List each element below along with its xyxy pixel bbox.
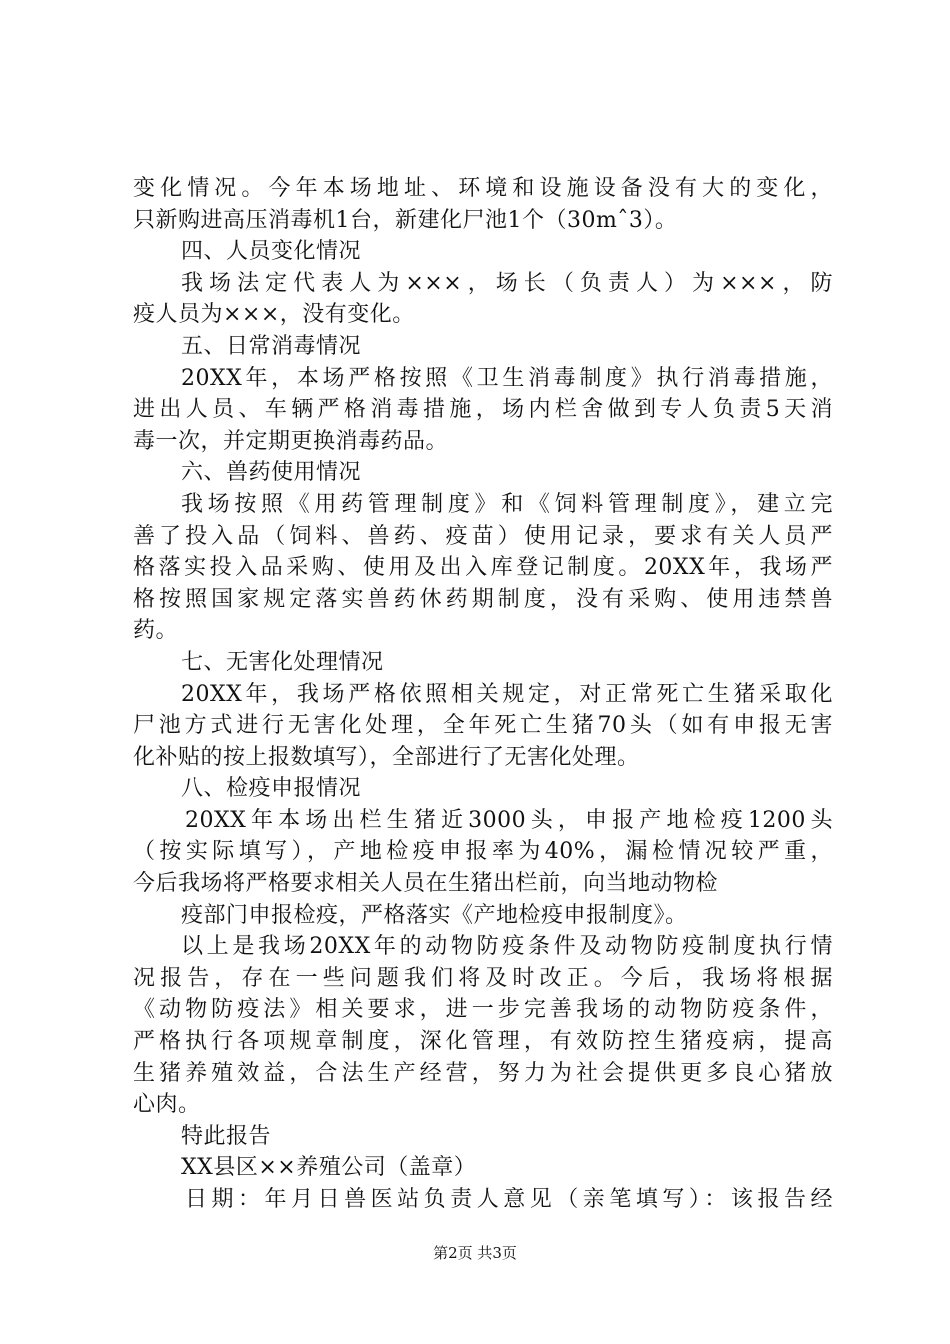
paragraph-line: 疫人员为×××，没有变化。 <box>133 302 415 328</box>
paragraph-line: 20XX年，本场严格按照《卫生消毒制度》执行消毒措施， <box>181 365 833 391</box>
date-line: 日期：年月日兽医站负责人意见（亲笔填写）：该报告经 <box>185 1187 833 1212</box>
paragraph-line: 善了投入品（饲料、兽药、疫苗）使用记录，要求有关人员严 <box>133 523 833 549</box>
paragraph-line: 以上是我场20XX年的动物防疫条件及动物防疫制度执行情 <box>181 934 833 960</box>
section-heading: 五、日常消毒情况 <box>181 333 362 359</box>
company-signature: XX县区××养殖公司（盖章） <box>181 1155 477 1181</box>
section-heading: 四、人员变化情况 <box>181 239 362 265</box>
paragraph-line: 严格执行各项规章制度，深化管理，有效防控生猪疫病，提高 <box>133 1029 833 1055</box>
paragraph-line: 心肉。 <box>133 1092 201 1118</box>
paragraph-line: 《动物防疫法》相关要求，进一步完善我场的动物防疫条件， <box>133 997 833 1023</box>
paragraph-line: 今后我场将严格要求相关人员在生猪出栏前，向当地动物检 <box>133 871 719 897</box>
paragraph-line: 化补贴的按上报数填写），全部进行了无害化处理。 <box>133 744 640 770</box>
paragraph-line: 格按照国家规定落实兽药休药期制度，没有采购、使用违禁兽 <box>133 586 833 612</box>
section-heading: 六、兽药使用情况 <box>181 460 362 486</box>
paragraph-line: 20XX年，我场严格依照相关规定，对正常死亡生猪采取化 <box>181 681 833 707</box>
section-heading: 八、检疫申报情况 <box>181 776 362 802</box>
paragraph-line: 毒一次，并定期更换消毒药品。 <box>133 428 449 454</box>
document-body <box>133 173 833 1216</box>
paragraph-line: 药。 <box>133 618 179 644</box>
closing-text: 特此报告 <box>181 1123 272 1149</box>
paragraph-line: 尸池方式进行无害化处理，全年死亡生猪70头（如有申报无害 <box>133 713 833 739</box>
paragraph-line: 我场法定代表人为×××，场长（负责人）为×××，防 <box>181 270 833 296</box>
paragraph-line: 进出人员、车辆严格消毒措施，场内栏舍做到专人负责5天消 <box>133 397 833 423</box>
paragraph-line: 疫部门申报检疫，严格落实《产地检疫申报制度》。 <box>181 902 688 928</box>
paragraph-line: 变化情况。今年本场地址、环境和设施设备没有大的变化， <box>133 176 833 201</box>
section-heading: 七、无害化处理情况 <box>181 649 384 675</box>
page-footer: 第2页 共3页 <box>433 1244 517 1262</box>
paragraph-line: 我场按照《用药管理制度》和《饲料管理制度》，建立完 <box>181 491 833 517</box>
paragraph-line: 格落实投入品采购、使用及出入库登记制度。20XX年，我场严 <box>133 555 833 581</box>
paragraph-line: （按实际填写），产地检疫申报率为40%，漏检情况较严重， <box>133 839 833 865</box>
paragraph-line: 况报告，存在一些问题我们将及时改正。今后，我场将根据 <box>133 965 833 991</box>
paragraph-line: 生猪养殖效益，合法生产经营，努力为社会提供更多良心猪放 <box>133 1060 833 1086</box>
paragraph-line: 20XX年本场出栏生猪近3000头，申报产地检疫1200头 <box>185 807 833 833</box>
paragraph-line: 只新购进高压消毒机1台，新建化尸池1个（30mˆ3）。 <box>133 207 678 233</box>
